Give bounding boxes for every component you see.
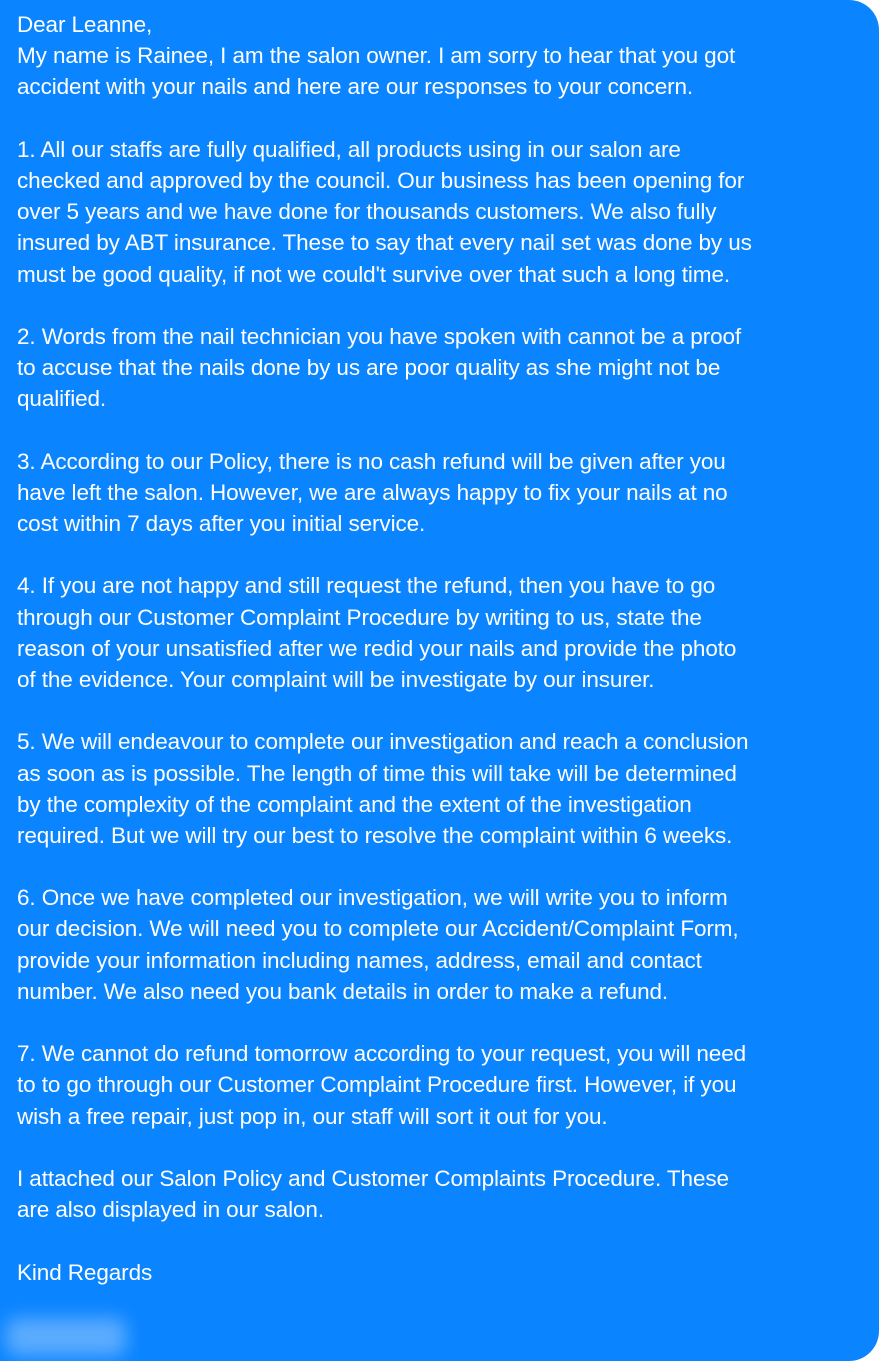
message-line: as soon as is possible. The length of time this will take will be determined [17, 760, 737, 786]
message-line: have left the salon. However, we are always happy to fix your nails at no [17, 479, 728, 505]
message-line: of the evidence. Your complaint will be investigate by our insurer. [17, 666, 655, 692]
message-line: by the complexity of the complaint and the extent of the investigation [17, 791, 692, 817]
redacted-signature [6, 1318, 126, 1356]
message-line [17, 290, 867, 321]
message-line: provide your information including names, address, email and contact [17, 947, 702, 973]
message-line: accident with your nails and here are our responses to your concern. [17, 74, 694, 100]
message-line: must be good quality, if not we could't survive over that such a long time. [17, 261, 731, 287]
message-line: required. But we will try our best to resolve the complaint within 6 weeks. [17, 822, 733, 848]
message-line: reason of your unsatisfied after we redid your nails and provide the photo [17, 635, 737, 661]
message-line: My name is Rainee, I am the salon owner. I am sorry to hear that you got [17, 43, 736, 69]
message-line: 7. We cannot do refund tomorrow according to your request, you will need [17, 1041, 747, 1067]
message-line [17, 539, 867, 570]
message-line: number. We also need you bank details in order to make a refund. [17, 978, 669, 1004]
message-line [17, 1225, 867, 1256]
message-line: 5. We will endeavour to complete our investigation and reach a conclusion [17, 729, 749, 755]
message-line: over 5 years and we have done for thousands customers. We also fully [17, 199, 717, 225]
message-line: qualified. [17, 386, 107, 412]
message-line: 6. Once we have completed our investigation, we will write you to inform [17, 885, 728, 911]
message-line: 2. Words from the nail technician you have spoken with cannot be a proof [17, 323, 742, 349]
message-line: 3. According to our Policy, there is no cash refund will be given after you [17, 448, 726, 474]
message-line: cost within 7 days after you initial service. [17, 511, 426, 536]
message-line: are also displayed in our salon. [17, 1197, 324, 1223]
message-line [17, 103, 867, 134]
message-line: Dear Leanne, [17, 12, 153, 37]
message-line [17, 1132, 867, 1163]
message-line: our decision. We will need you to complete our Accident/Complaint Form, [17, 916, 739, 942]
message-line: 4. If you are not happy and still request the refund, then you have to go [17, 573, 716, 599]
message-line: insured by ABT insurance. These to say that every nail set was done by us [17, 230, 752, 256]
message-line [17, 851, 867, 882]
message-line: to to go through our Customer Complaint Procedure first. However, if you [17, 1072, 737, 1098]
message-line: through our Customer Complaint Procedure by writing to us, state the [17, 604, 702, 630]
message-body [17, 9, 867, 1288]
message-line: I attached our Salon Policy and Customer Complaints Procedure. These [17, 1165, 729, 1191]
message-line [17, 1007, 867, 1038]
message-line: wish a free repair, just pop in, our staff will sort it out for you. [17, 1103, 608, 1129]
message-line: to accuse that the nails done by us are poor quality as she might not be [17, 355, 721, 381]
message-line: Kind Regards [17, 1259, 153, 1285]
message-line: checked and approved by the council. Our business has been opening for [17, 167, 745, 193]
message-line: 1. All our staffs are fully qualified, all products using in our salon are [17, 136, 681, 162]
message-line [17, 695, 867, 726]
message-line [17, 414, 867, 445]
